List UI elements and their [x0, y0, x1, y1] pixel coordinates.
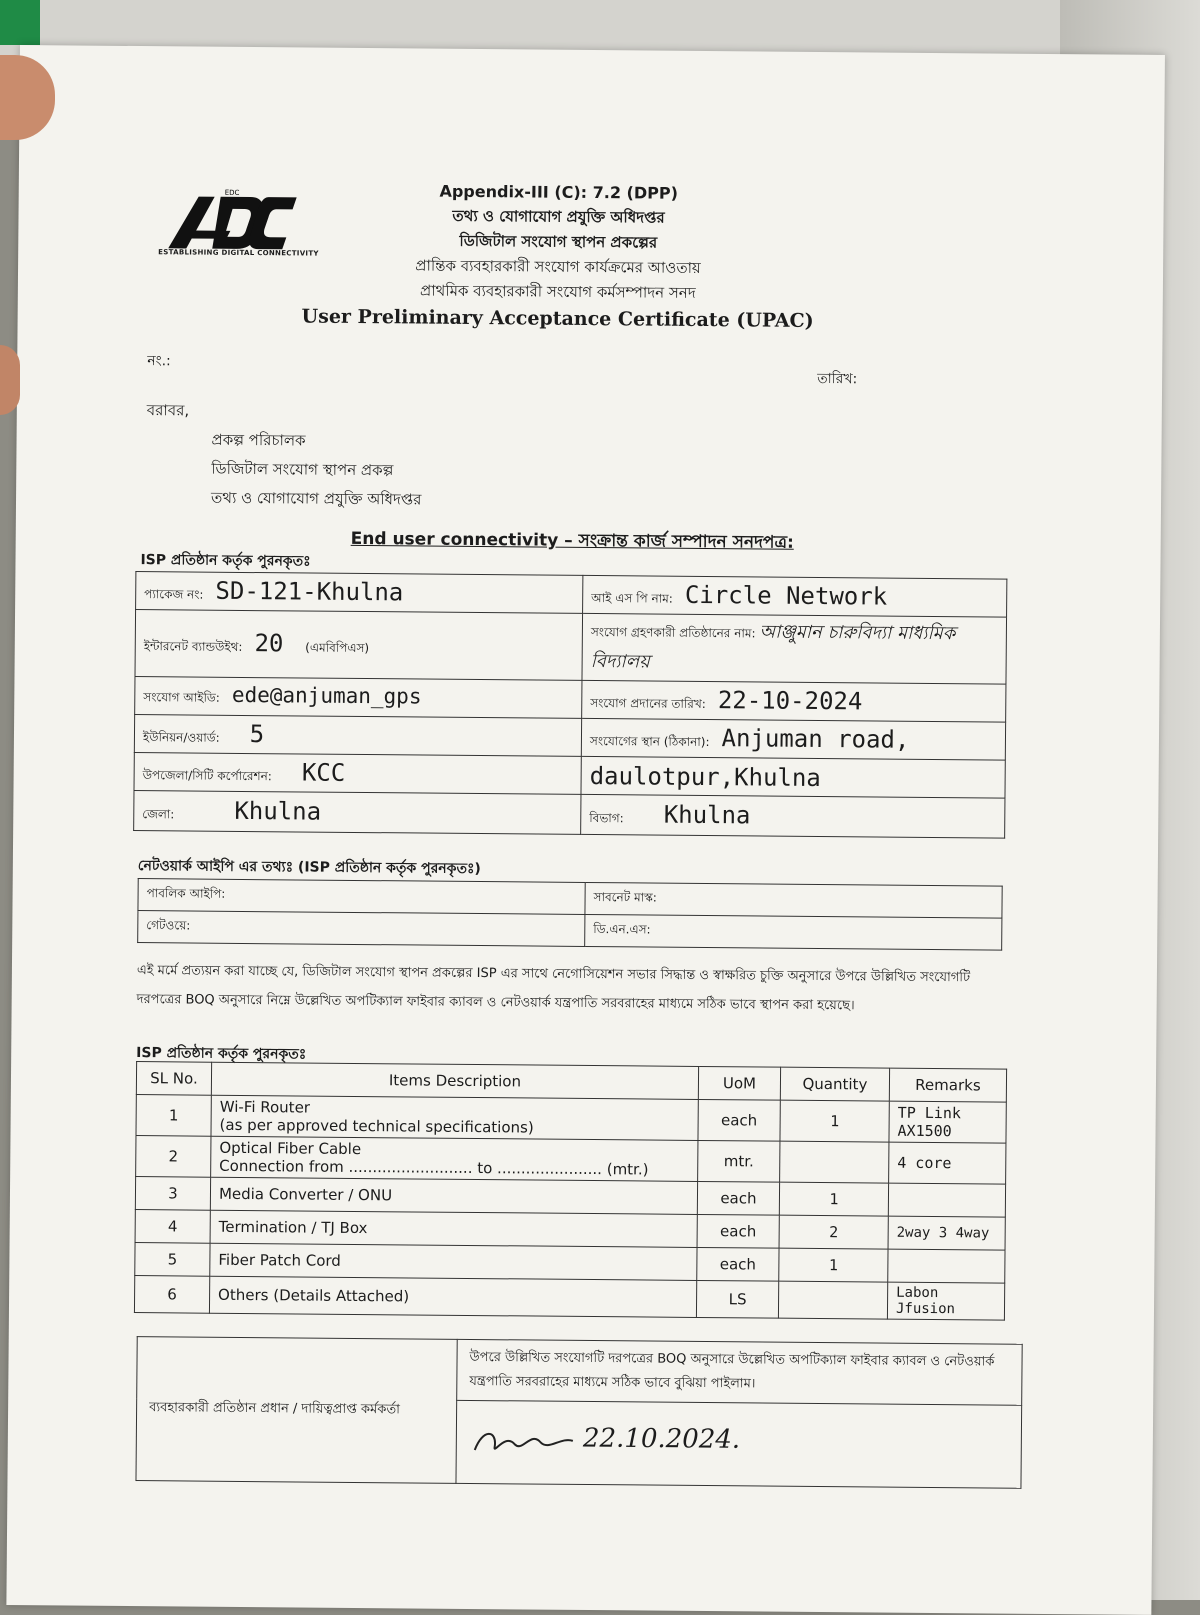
col-sl: SL No.: [136, 1062, 211, 1096]
row-remarks: [888, 1183, 1005, 1217]
appendix-line: Appendix-III (C): 7.2 (DPP): [439, 181, 679, 203]
connection-id-value: ede@anjuman_gps: [231, 682, 422, 709]
certification-paragraph: এই মর্মে প্রত্যয়ন করা যাচ্ছে যে, ডিজিটাল সংযোগ স্থাপন প্রকল্পের ISP এর সাথে নেগোসিয়েশন সভার সিদ্ধান্ত ও স্বাক্ষরিত চুক্তি অনুসারে উপরে উল্লিখিত সংযোগটি দরপত্রের BOQ অনুসারে নিম্নে উল্লেখিত অপটিক্যাল ফাইবার ক্যাবল ও নেটওয়ার্ক যন্ত্রপাতি সরবরাহের মাধ্যমে সঠিক ভাবে স্থাপন করা হয়েছে।: [136, 963, 971, 1014]
signature-cell: [456, 1400, 1022, 1488]
address-block: [146, 396, 422, 514]
row-remarks: [888, 1249, 1005, 1283]
row-uom: mtr.: [698, 1140, 780, 1182]
logo-tagline: ESTABLISHING DIGITAL CONNECTIVITY: [158, 248, 319, 258]
row-remarks: 2way 3 4way: [888, 1216, 1005, 1250]
address-to: বরাবর,: [146, 401, 190, 420]
signatory-role: ব্যবহারকারী প্রতিষ্ঠান প্রধান / দায়িত্বপ্রাপ্ত কর্মকর্তা: [136, 1337, 457, 1484]
row-uom: LS: [696, 1280, 778, 1318]
connection-date-label: সংযোগ প্রদানের তারিখ:: [590, 695, 706, 711]
isp-fill-label: ISP প্রতিষ্ঠান কর্তৃক পুরনকৃতঃ: [140, 552, 311, 570]
org-name-label: সংযোগ গ্রহণকারী প্রতিষ্ঠানের নাম:: [590, 625, 756, 641]
row-qty: [780, 1141, 889, 1183]
row-qty: 1: [779, 1248, 888, 1282]
row-desc: [211, 1095, 698, 1140]
dept-line: তথ্য ও যোগাযোগ প্রযুক্তি অধিদপ্তর: [452, 206, 665, 227]
bandwidth-value: 20: [254, 629, 284, 658]
division-label: বিভাগ:: [589, 810, 624, 825]
row-desc-sub: Connection from .......................... to ...................... (mtr.): [219, 1156, 649, 1179]
background-object: [0, 0, 40, 45]
section-title: End user connectivity – সংক্রান্ত কার্জ সম্পাদন সনদপত্র:: [350, 528, 794, 553]
thumb: [0, 345, 20, 415]
row-desc: Others (Details Attached): [209, 1276, 696, 1317]
project-line: ডিজিটাল সংযোগ স্থাপন প্রকল্পের: [459, 231, 658, 252]
row-desc: [211, 1136, 698, 1181]
ref-number-label: নং.:: [147, 353, 171, 370]
row-uom: each: [698, 1099, 780, 1141]
gateway-label: গেটওয়ে:: [146, 917, 191, 933]
signature-icon: [469, 1422, 579, 1463]
union-value: 5: [249, 719, 265, 748]
row-remarks: Labon Jfusion: [887, 1282, 1004, 1320]
col-desc: Items Description: [211, 1062, 698, 1099]
network-table: [137, 878, 1003, 951]
connection-date-value: 22-10-2024: [717, 685, 863, 715]
items-table: [134, 1061, 1007, 1321]
row-remarks: 4 core: [889, 1142, 1006, 1184]
row-qty: [778, 1281, 887, 1319]
location-value-1: Anjuman road,: [721, 723, 910, 754]
subnet-label: সাবনেট মাস্ক:: [593, 889, 657, 905]
acknowledgement-table: [135, 1336, 1022, 1489]
row-qty: 2: [779, 1215, 888, 1249]
signature-date: 22.10.2024.: [582, 1423, 741, 1455]
address-line-3: তথ্য ও যোগাযোগ প্রযুক্তি অধিদপ্তর: [210, 488, 422, 509]
certificate-page: [6, 45, 1165, 1615]
isp-name-value: Circle Network: [684, 580, 888, 611]
col-remarks: Remarks: [889, 1068, 1006, 1102]
district-value: Khulna: [234, 796, 322, 826]
public-ip-label: পাবলিক আইপি:: [146, 885, 226, 901]
location-label: সংযোগের স্থান (ঠিকানা):: [589, 733, 710, 749]
district-label: জেলা:: [142, 806, 175, 821]
union-label: ইউনিয়ন/ওয়ার্ড:: [142, 729, 220, 745]
row-sl: 6: [134, 1276, 209, 1314]
table-row: [134, 1276, 1004, 1321]
row-remarks: TP Link AX1500: [889, 1101, 1006, 1143]
address-line-2: ডিজিটাল সংযোগ স্থাপন প্রকল্প: [211, 459, 394, 480]
dns-label: ডি.এন.এস:: [593, 921, 651, 937]
row-sl: 4: [135, 1210, 210, 1244]
network-title: নেটওয়ার্ক আইপি এর তথ্যঃ (ISP প্রতিষ্ঠান কর্তৃক পুরনকৃতঃ): [137, 858, 481, 878]
row-sl: 1: [136, 1095, 211, 1137]
row-desc-sub: (as per approved technical specifications): [219, 1115, 534, 1137]
package-label: প্যাকেজ নং:: [144, 586, 204, 602]
ref-date-label: তারিখ:: [817, 370, 858, 388]
connection-id-label: সংযোগ আইডি:: [143, 690, 220, 705]
row-sl: 5: [135, 1243, 210, 1277]
header: [238, 177, 879, 335]
col-qty: Quantity: [780, 1067, 889, 1101]
row-qty: 1: [780, 1100, 889, 1142]
row-qty: 1: [779, 1182, 888, 1216]
address-line-1: প্রকল্প পরিচালক: [211, 430, 306, 450]
bandwidth-unit: (এমবিপিএস): [305, 640, 370, 656]
row-uom: each: [697, 1214, 779, 1248]
program-line: প্রান্তিক ব্যবহারকারী সংযোগ কার্যক্রমের আওতায়: [415, 256, 701, 277]
org-name-value: আঞ্জুমান চারুবিদ্যা মাধ্যমিক বিদ্যালয়: [590, 621, 956, 673]
certificate-line: প্রাথমিক ব্যবহারকারী সংযোগ কর্মসম্পাদন সনদ: [419, 281, 696, 302]
row-sl: 2: [136, 1136, 211, 1178]
col-uom: UoM: [698, 1066, 780, 1100]
location-value-2: daulotpur,Khulna: [589, 761, 821, 792]
logo-text: EDC: [224, 188, 240, 197]
row-uom: each: [697, 1181, 779, 1215]
items-fill-label: ISP প্রতিষ্ঠান কর্তৃক পুরনকৃতঃ: [136, 1045, 307, 1063]
row-desc: Media Converter / ONU: [210, 1177, 697, 1214]
page-title: User Preliminary Acceptance Certificate (UPAC): [301, 305, 814, 332]
row-sl: 3: [135, 1177, 210, 1211]
acknowledgement-statement: উপরে উল্লিখিত সংযোগটি দরপত্রের BOQ অনুসারে উল্লেখিত অপটিক্যাল ফাইবার ক্যাবল ও নেটওয়ার্ক যন্ত্রপাতি সরবরাহের মাধ্যমে সঠিক ভাবে বুঝিয়া পাইলাম।: [457, 1339, 1023, 1405]
bandwidth-label: ইন্টারনেট ব্যান্ডউইথ:: [143, 639, 243, 654]
row-uom: each: [697, 1247, 779, 1281]
upazila-value: KCC: [301, 757, 346, 787]
row-desc-main: Wi-Fi Router: [219, 1097, 311, 1117]
row-desc-main: Optical Fiber Cable: [219, 1138, 362, 1159]
division-value: Khulna: [663, 800, 751, 829]
isp-name-label: আই এস পি নাম:: [591, 590, 673, 606]
package-value: SD-121-Khulna: [215, 576, 404, 606]
upazila-label: উপজেলা/সিটি কর্পোরেশন:: [142, 767, 272, 783]
row-desc: Fiber Patch Cord: [210, 1243, 697, 1280]
row-desc: Termination / TJ Box: [210, 1210, 697, 1247]
connection-table: [133, 571, 1007, 839]
